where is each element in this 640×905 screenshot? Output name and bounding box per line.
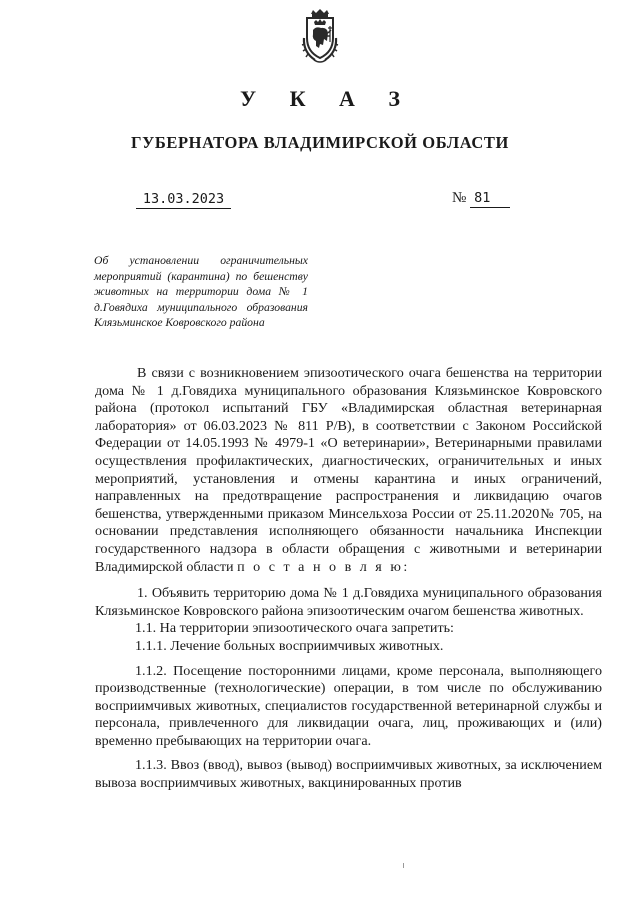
preamble-text: В связи с возникновением эпизоотического очага бешенства на территории дома № 1 д.Говядиха муниципального образования Клязьминское Ковровского района (протокол испытаний ГБУ «Владимирская областная ветеринарная лаборатория» от 06.03.2023 № 811 Р/В), в соответствии с Законом Российской Федерации от 14.05.1993 № 4979-1 «О ветеринарии», Ветеринарными правилами осуществления профилактических, диагностических, ограничительных и иных мероприятий, установления и отмены карантина и иных ограничений, направленных на предотвращение распространения и ликвидацию очагов бешенства, утвержденными приказом Минсельхоза России от 25.11.2020№ 705, на основании представления исполняющего обязанности начальника Инспекции государственного надзора в области обращения с животными и ветеринарии Владимирской области (95, 365, 602, 575)
document-number (452, 189, 510, 208)
decree-word: п о с т а н о в л я ю: (237, 558, 410, 575)
document-title: У К А З (239, 86, 415, 111)
document-date: 13.03.2023 (136, 190, 231, 209)
item-1-1-2: 1.1.2. Посещение посторонними лицами, кроме персонала, выполняющего производственные (технологические) операции, в том числе по обслуживанию восприимчивых животных, специалистов государственной ветеринарной службы и персонала, привлеченного для ликвидации очага, лиц, проживающих и (или) временно пребывающих на территории очага. (95, 662, 602, 749)
coat-of-arms-icon (299, 8, 341, 66)
item-1-1-3: 1.1.3. Ввоз (ввод), вывоз (вывод) восприимчивых животных, за исключением вывоза восприимчивых животных, вакцинированных против (95, 757, 602, 792)
number-label: № (452, 190, 467, 206)
scan-mark (403, 863, 404, 868)
document-subtitle: ГУБЕРНАТОРА ВЛАДИМИРСКОЙ ОБЛАСТИ (131, 133, 509, 152)
document-heading: Об установлении ограничительных мероприятий (карантина) по бешенству животных на территории дома № 1 д.Говядиха муниципального образования Клязьминское Ковровского района (94, 254, 308, 330)
document-body (95, 365, 602, 793)
preamble-paragraph (95, 365, 602, 576)
item-1: 1. Объявить территорию дома № 1 д.Говядиха муниципального образования Клязьминское Ковровского района эпизоотическим очагом бешенства животных. (95, 585, 602, 619)
item-1-1: 1.1. На территории эпизоотического очага запретить: (135, 620, 454, 637)
number-value: 81 (470, 189, 510, 208)
item-1-1-1: 1.1.1. Лечение больных восприимчивых животных. (135, 637, 444, 654)
